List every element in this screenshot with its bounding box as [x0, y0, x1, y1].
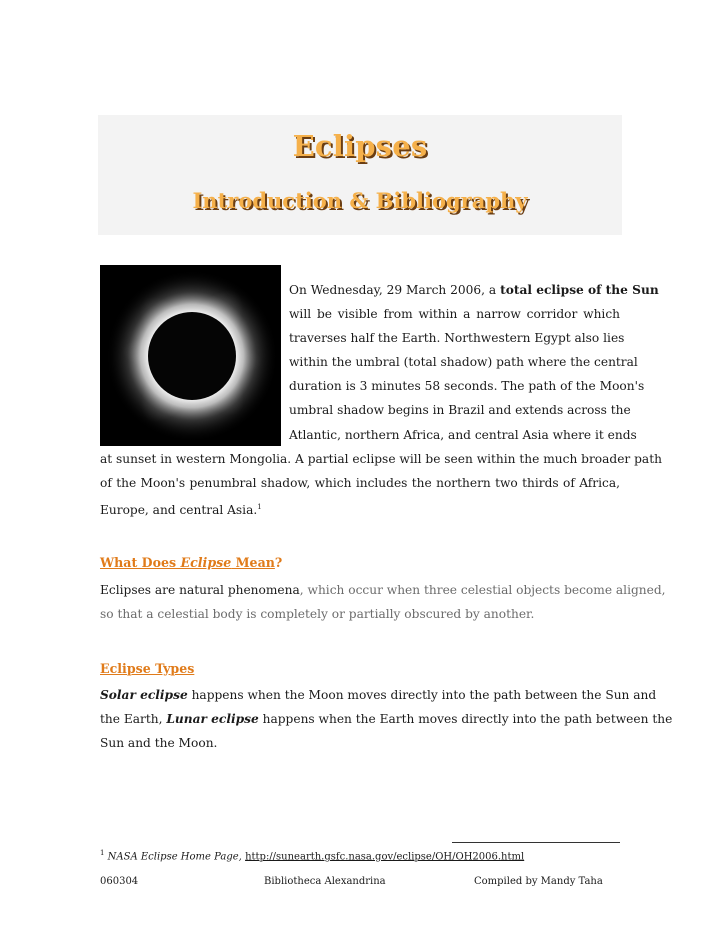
section-heading-eclipse-types: Eclipse Types — [100, 661, 195, 676]
lunar-eclipse-term: Lunar eclipse — [166, 712, 259, 727]
intro-lead-text: On Wednesday, 29 March 2006, a — [289, 283, 501, 297]
heading-italic-term: Eclipse — [180, 555, 232, 570]
types-line: Sun and the Moon. — [100, 736, 218, 751]
eclipse-meaning-paragraph — [100, 578, 666, 626]
footer-code: 060304 — [100, 876, 139, 887]
section-heading-eclipse-meaning — [100, 555, 282, 570]
intro-last-text: Europe, and central Asia. — [100, 503, 258, 518]
meaning-continuation: , which occur when three celestial objects become aligned, — [299, 583, 666, 597]
types-line — [100, 683, 657, 707]
moon-disc — [148, 312, 236, 400]
intro-paragraph-wrapped — [289, 278, 659, 447]
heading-text: What Does — [100, 555, 181, 570]
footnote-link[interactable]: http://sunearth.gsfc.nasa.gov/eclipse/OH/OH2006.html — [245, 851, 525, 863]
heading-question-mark: ? — [274, 555, 283, 570]
eclipse-types-paragraph — [100, 683, 673, 755]
intro-line-last — [100, 495, 620, 522]
intro-line: duration is 3 minutes 58 seconds. The path of the Moon's — [289, 379, 645, 394]
heading-text: Mean — [231, 555, 275, 570]
meaning-lead: Eclipses are natural phenomena — [100, 583, 300, 597]
footnote-source: NASA Eclipse Home Page, — [107, 851, 242, 863]
intro-line: of the Moon's penumbral shadow, which includes the northern two thirds of Africa, — [100, 476, 620, 491]
intro-paragraph-full — [100, 447, 662, 522]
title-banner — [98, 115, 622, 235]
intro-line: at sunset in western Mongolia. A partial eclipse will be seen within the much broader path — [100, 452, 662, 466]
intro-bold-phrase: total eclipse of the Sun — [500, 283, 659, 297]
footnote-reference[interactable]: 1 — [257, 503, 262, 512]
solar-eclipse-text: happens when the Moon moves directly into the path between the Sun and — [187, 688, 657, 702]
intro-line: will be visible from within a narrow corridor which — [289, 307, 620, 322]
intro-line: umbral shadow begins in Brazil and extends across the — [289, 403, 631, 418]
intro-line: within the umbral (total shadow) path where the central — [289, 355, 638, 370]
footnote-number: 1 — [100, 849, 105, 857]
footnote — [100, 849, 524, 862]
document-subtitle: Introduction & Bibliography — [192, 188, 528, 213]
footer-organization: Bibliotheca Alexandrina — [264, 876, 386, 887]
intro-line: Atlantic, northern Africa, and central Asia where it ends — [289, 427, 637, 442]
footnote-separator — [452, 842, 620, 843]
lunar-eclipse-text: happens when the Earth moves directly into the path between the — [258, 712, 673, 727]
eclipse-corona-graphic — [100, 265, 281, 446]
footer-compiler: Compiled by Mandy Taha — [474, 876, 603, 887]
intro-line — [289, 278, 659, 302]
document-title: Eclipses — [292, 129, 428, 163]
solar-eclipse-term: Solar eclipse — [100, 688, 188, 702]
types-text: the Earth, — [100, 712, 167, 727]
meaning-line: so that a celestial body is completely or partially obscured by another. — [100, 607, 535, 622]
solar-eclipse-photo — [100, 265, 281, 446]
meaning-line — [100, 578, 666, 602]
intro-line: traverses half the Earth. Northwestern Egypt also lies — [289, 331, 625, 346]
types-line — [100, 707, 673, 731]
